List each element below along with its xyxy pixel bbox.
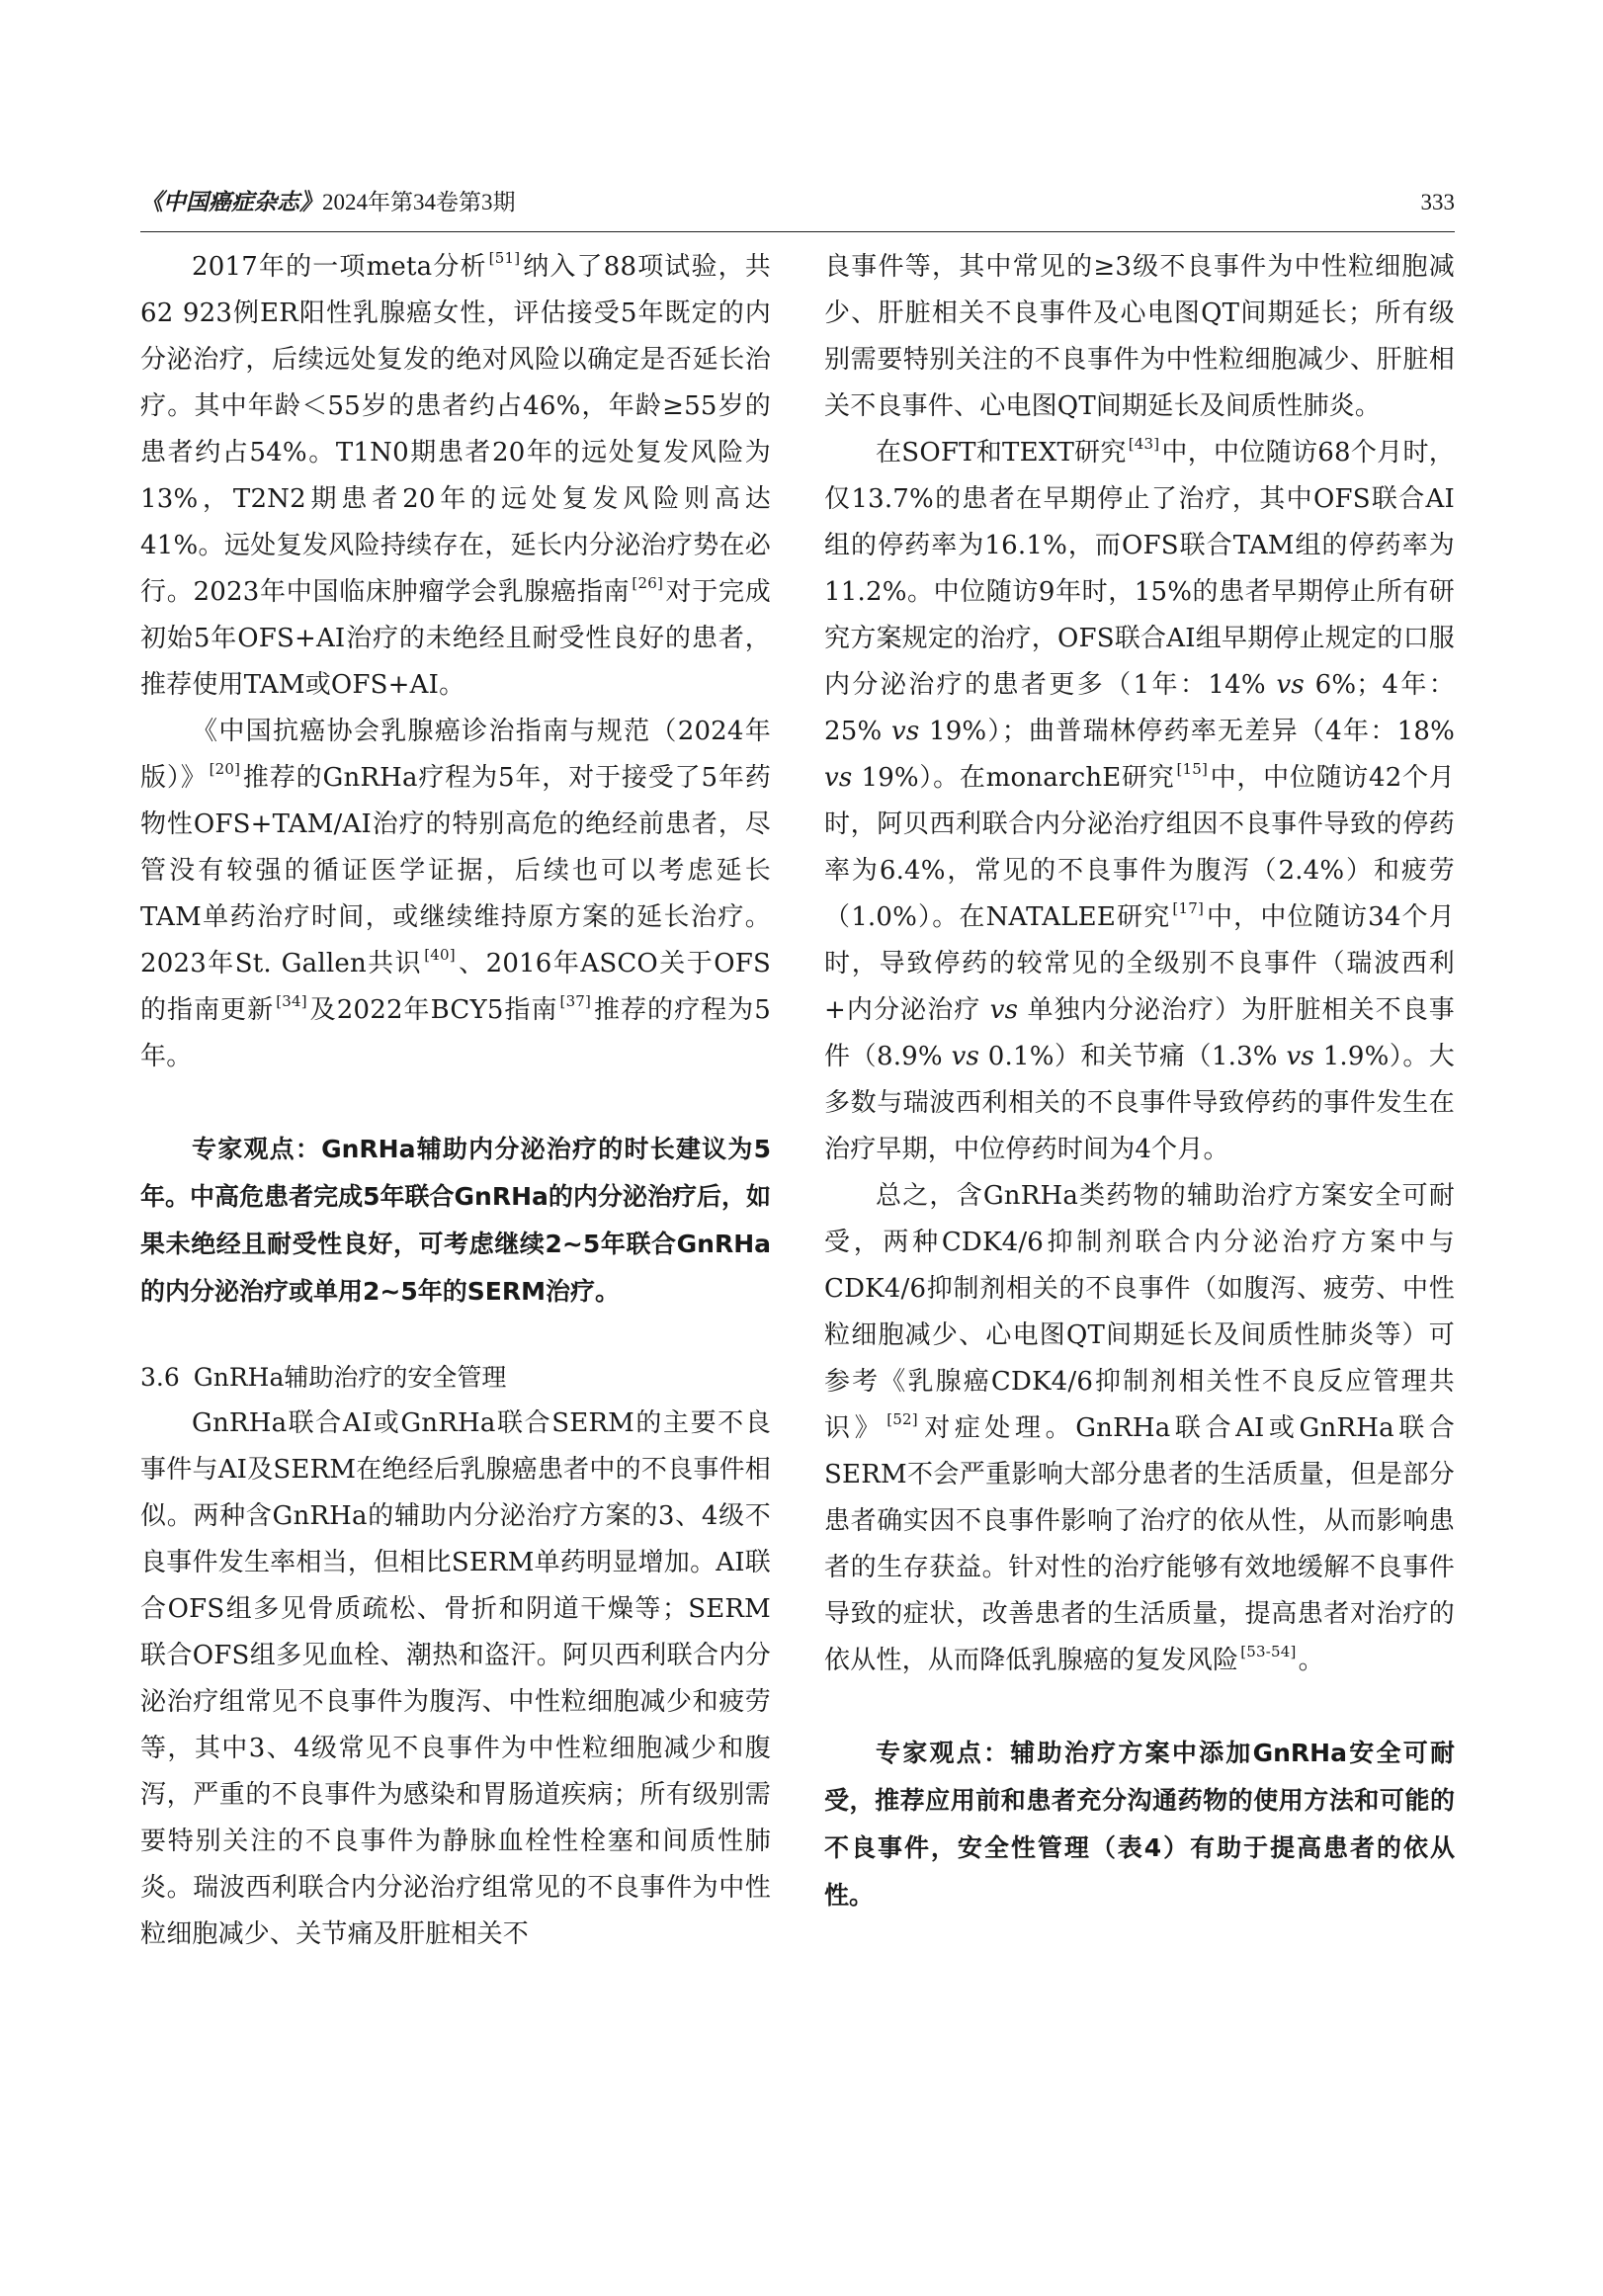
citation: [37] <box>559 992 592 1010</box>
text: 在SOFT和TEXT研究 <box>876 438 1127 468</box>
text: 1.9%）。大多数与瑞波西利相关的不良事件导致停药的事件发生在治疗早期，中位停药时间为4个月。 <box>824 1042 1456 1164</box>
text: 总之，含GnRHa类药物的辅助治疗方案安全可耐受，两种CDK4/6抑制剂联合内分泌治疗方案中与CDK4/6抑制剂相关的不良事件（如腹泻、疲劳、中性粒细胞减少、心电图QT间期延长及间质性肺炎等）可参考《乳腺癌CDK4/6抑制剂相关性不良反应管理共识》 <box>824 1181 1455 1443</box>
text: 单独内分泌治疗）为肝脏相关不良事件（8.9% <box>824 995 1456 1071</box>
citation: [20] <box>209 760 241 778</box>
right-column <box>824 244 1455 1919</box>
expert-opinion-safety: 专家观点：辅助治疗方案中添加GnRHa安全可耐受，推荐应用前和患者充分沟通药物的使用方法和可能的不良事件，安全性管理（表4）有助于提高患者的依从性。 <box>824 1739 1455 1910</box>
paragraph-summary <box>824 1173 1455 1684</box>
text: 中，中位随访42个月时，阿贝西利联合内分泌治疗组因不良事件导致的停药率为6.4%，常见的不良事件为腹泻（2.4%）和疲劳（1.0%）。在NATALEE研究 <box>824 763 1456 932</box>
text: 推荐的疗程为5年。 <box>140 995 771 1071</box>
section-number: 3.6 <box>140 1363 180 1392</box>
text: 19%）；曲普瑞林停药率无差异（4年：18% <box>928 717 1455 746</box>
section-heading <box>140 1355 771 1401</box>
vs-text: vs <box>951 1042 980 1071</box>
text: 。 <box>1298 1646 1324 1675</box>
vs-text: vs <box>1286 1042 1314 1071</box>
text: 6%；4年：25% <box>824 670 1455 746</box>
vs-text: vs <box>989 995 1019 1025</box>
text: 中，中位随访68个月时，仅13.7%的患者在早期停止了治疗，其中OFS联合AI组的停药率为16.1%，而OFS联合TAM组的停药率为11.2%。中位随访9年时，15%的患者早期停止所有研究方案规定的治疗，OFS联合AI组早期停止规定的口服内分泌治疗的患者更多（1年：14% <box>824 438 1455 700</box>
citation: [40] <box>424 946 456 964</box>
journal-info <box>140 188 516 217</box>
citation: [26] <box>632 574 664 592</box>
citation: [15] <box>1176 760 1209 778</box>
vs-text: vs <box>824 763 853 793</box>
text: 0.1%）和关节痛（1.3% <box>987 1042 1278 1071</box>
text: 《中国抗癌协会乳腺癌诊治指南与规范（2024年版）》 <box>140 717 771 793</box>
vs-text: vs <box>1276 670 1305 700</box>
issue-info: 2024年第34卷第3期 <box>322 190 516 214</box>
vs-text: vs <box>890 717 920 746</box>
left-column <box>140 244 771 1958</box>
citation: [52] <box>886 1410 918 1428</box>
text: 、2016年ASCO关于OFS的指南更新 <box>140 949 771 1025</box>
text: 及2022年BCY5指南 <box>308 995 558 1025</box>
paragraph-safety: GnRHa联合AI或GnRHa联合SERM的主要不良事件与AI及SERM在绝经后乳腺癌患者中的不良事件相似。两种含GnRHa的辅助内分泌治疗方案的3、4级不良事件发生率相当，但相比SERM单药明显增加。AI联合OFS组多见骨质疏松、骨折和阴道干燥等；SERM联合OFS组多见血栓、潮热和盗汗。阿贝西利联合内分泌治疗组常见不良事件为腹泻、中性粒细胞减少和疲劳等，其中3、4级常见不良事件为中性粒细胞减少和腹泻，严重的不良事件为感染和胃肠道疾病；所有级别需要特别关注的不良事件为静脉血栓性栓塞和间质性肺炎。瑞波西利联合内分泌治疗组常见的不良事件为中性粒细胞减少、关节痛及肝脏相关不 <box>140 1408 771 1949</box>
text: 推荐的GnRHa疗程为5年，对于接受了5年药物性OFS+TAM/AI治疗的特别高危的绝经前患者，尽管没有较强的循证医学证据，后续也可以考虑延长TAM单药治疗时间，或继续维持原方案的延长治疗。2023年St. Gallen共识 <box>140 763 771 978</box>
citation: [51] <box>488 249 521 267</box>
journal-name: 《中国癌症杂志》 <box>140 190 322 214</box>
expert-opinion-duration: 专家观点：GnRHa辅助内分泌治疗的时长建议为5年。中高危患者完成5年联合GnRHa的内分泌治疗后，如果未绝经且耐受性良好，可考虑继续2~5年联合GnRHa的内分泌治疗或单用2~5年的SERM治疗。 <box>140 1135 771 1306</box>
paragraph-continued: 良事件等，其中常见的≥3级不良事件为中性粒细胞减少、肝脏相关不良事件及心电图QT间期延长；所有级别需要特别关注的不良事件为中性粒细胞减少、肝脏相关不良事件、心电图QT间期延长及间质性肺炎。 <box>824 252 1455 421</box>
citation: [17] <box>1172 899 1204 917</box>
paragraph-meta-analysis <box>140 244 771 709</box>
text: 2017年的一项meta分析 <box>192 252 487 282</box>
page-header <box>140 188 1455 232</box>
text: 中，中位随访34个月时，导致停药的较常见的全级别不良事件（瑞波西利+内分泌治疗 <box>824 902 1455 1025</box>
citation: [43] <box>1128 435 1160 453</box>
citation: [53-54] <box>1240 1643 1297 1660</box>
text: 纳入了88项试验，共62 923例ER阳性乳腺癌女性，评估接受5年既定的内分泌治疗，后续远处复发的绝对风险以确定是否延长治疗。其中年龄＜55岁的患者约占46%，年龄≥55岁的患者约占54%。T1N0期患者20年的远处复发风险为13%，T2N2期患者20年的远处复发风险则高达41%。远处复发风险持续存在，延长内分泌治疗势在必行。2023年中国临床肿瘤学会乳腺癌指南 <box>140 252 771 607</box>
page-number: 333 <box>1420 190 1455 214</box>
paragraph-discontinuation <box>824 430 1455 1173</box>
text: 19%）。在monarchE研究 <box>861 763 1175 793</box>
text: 对症处理。GnRHa联合AI或GnRHa联合SERM不会严重影响大部分患者的生活质量，但是部分患者确实因不良事件影响了治疗的依从性，从而影响患者的生存获益。针对性的治疗能够有效地缓解不良事件导致的症状，改善患者的生活质量，提高患者对治疗的依从性，从而降低乳腺癌的复发风险 <box>824 1413 1455 1675</box>
section-title: GnRHa辅助治疗的安全管理 <box>193 1363 507 1392</box>
paragraph-guideline <box>140 709 771 1080</box>
citation: [34] <box>276 992 307 1010</box>
text: 对于完成初始5年OFS+AI治疗的未绝经且耐受性良好的患者，推荐使用TAM或OFS+AI。 <box>140 577 771 700</box>
